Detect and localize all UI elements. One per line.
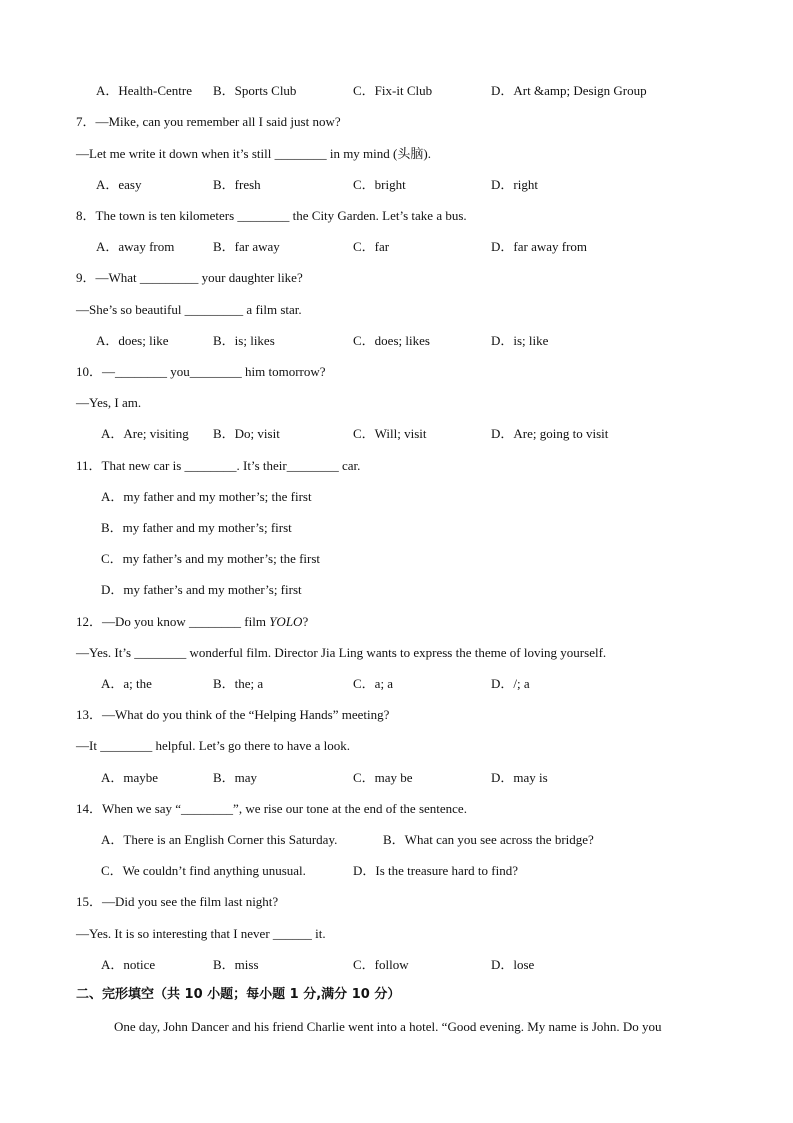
section-heading: 二、完形填空（共 10 小题；每小题 1 分,满分 10 分） <box>76 987 401 1002</box>
q6-option-d: D．Art &amp; Design Group <box>491 83 647 98</box>
q14-option-d: D．Is the treasure hard to find? <box>353 863 518 878</box>
q13-option-c: C．may be <box>353 770 413 785</box>
q13-option-d: D．may is <box>491 770 548 785</box>
q10-option-b: B．Do; visit <box>213 426 280 441</box>
q14-stem: 14．When we say “________”, we rise our tone at the end of the sentence. <box>76 801 467 816</box>
q11-option-c: C．my father’s and my mother’s; the first <box>101 551 321 566</box>
q9-option-b: B．is; likes <box>213 333 275 348</box>
q6-option-c: C．Fix-it Club <box>353 83 433 98</box>
q15-option-d: D．lose <box>491 957 535 972</box>
q12-option-a: A．a; the <box>101 676 152 691</box>
q10-option-a: A．Are; visiting <box>101 426 189 441</box>
q12-film-title: YOLO <box>269 614 303 629</box>
q8-option-b: B．far away <box>213 239 280 254</box>
q8-stem: 8．The town is ten kilometers ________ the City Garden. Let’s take a bus. <box>76 208 467 223</box>
q12-reply: —Yes. It’s ________ wonderful film. Director Jia Ling wants to express the theme of loving yourself. <box>76 645 607 660</box>
q11-option-a: A．my father and my mother’s; the first <box>101 489 312 504</box>
q8-option-a: A．away from <box>96 239 175 254</box>
q13-option-b: B．may <box>213 770 258 785</box>
q12-option-d: D．/; a <box>491 676 530 691</box>
q9-reply: —She’s so beautiful _________ a film star. <box>76 302 302 317</box>
q7-option-d: D．right <box>491 177 538 192</box>
q7-option-c: C．bright <box>353 177 406 192</box>
q12-stem <box>76 613 308 631</box>
q12-option-b: B．the; a <box>213 676 264 691</box>
q7-option-a: A．easy <box>96 177 142 192</box>
q10-reply: —Yes, I am. <box>76 395 142 410</box>
q10-stem: 10．—________ you________ him tomorrow? <box>76 364 326 379</box>
q14-option-b: B．What can you see across the bridge? <box>383 832 594 847</box>
q13-reply: —It ________ helpful. Let’s go there to have a look. <box>76 738 351 753</box>
q11-stem: 11．That new car is ________. It’s their________ car. <box>76 458 361 473</box>
q10-option-c: C．Will; visit <box>353 426 427 441</box>
cloze-paragraph: One day, John Dancer and his friend Charlie went into a hotel. “Good evening. My name is John. Do you <box>114 1019 662 1034</box>
q9-stem: 9．—What _________ your daughter like? <box>76 270 303 285</box>
q15-stem: 15．—Did you see the film last night? <box>76 894 279 909</box>
q12-stem-end: ? <box>302 614 309 629</box>
q15-option-a: A．notice <box>101 957 156 972</box>
q11-option-b: B．my father and my mother’s; first <box>101 520 292 535</box>
q9-option-a: A．does; like <box>96 333 169 348</box>
q15-option-c: C．follow <box>353 957 409 972</box>
q9-option-d: D．is; like <box>491 333 549 348</box>
q9-option-c: C．does; likes <box>353 333 430 348</box>
q15-option-b: B．miss <box>213 957 259 972</box>
q6-option-a: A．Health-Centre <box>96 83 193 98</box>
q8-option-c: C．far <box>353 239 390 254</box>
q13-stem: 13．—What do you think of the “Helping Hands” meeting? <box>76 707 390 722</box>
q6-option-b: B．Sports Club <box>213 83 297 98</box>
q15-reply: —Yes. It is so interesting that I never ______ it. <box>76 926 326 941</box>
q14-option-c: C．We couldn’t find anything unusual. <box>101 863 306 878</box>
q11-option-d: D．my father’s and my mother’s; first <box>101 582 302 597</box>
q10-option-d: D．Are; going to visit <box>491 426 609 441</box>
q14-option-a: A．There is an English Corner this Saturday. <box>101 832 338 847</box>
q12-option-c: C．a; a <box>353 676 394 691</box>
q7-reply: —Let me write it down when it’s still ________ in my mind (头脑). <box>76 146 431 161</box>
q12-stem-text: 12．—Do you know ________ film <box>76 614 270 629</box>
q7-option-b: B．fresh <box>213 177 261 192</box>
q13-option-a: A．maybe <box>101 770 159 785</box>
q8-option-d: D．far away from <box>491 239 588 254</box>
q7-stem: 7．—Mike, can you remember all I said just now? <box>76 114 341 129</box>
